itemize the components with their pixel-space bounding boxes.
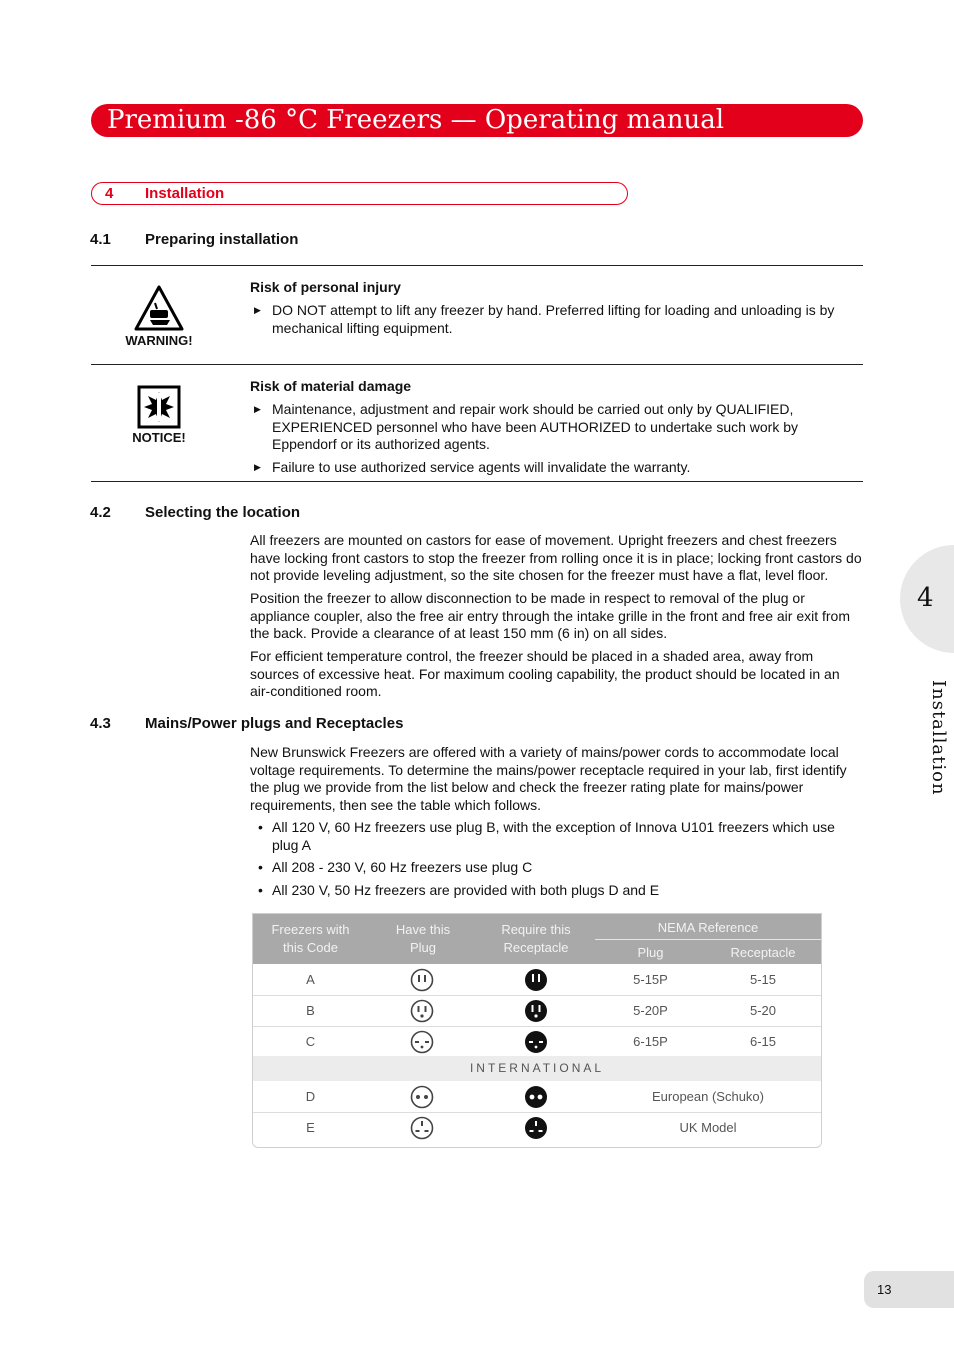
chapter-title: Installation: [145, 185, 225, 202]
chapter-number: 4: [105, 185, 114, 202]
section-title: Mains/Power plugs and Receptacles: [145, 715, 404, 732]
international-divider: INTERNATIONAL: [253, 1056, 821, 1081]
notice-item: ▶ Failure to use authorized service agents will invalidate the warranty.: [254, 459, 691, 475]
triangle-bullet-icon: ▶: [254, 462, 261, 472]
plug-c-icon: [410, 1030, 434, 1054]
divider: [91, 364, 863, 365]
warning-item: ▶ DO NOT attempt to lift any freezer by hand. Preferred lifting for loading and unloading is by mechanical lifting equipment.: [254, 302, 835, 336]
page-number: 13: [864, 1271, 954, 1308]
plug-e-icon: [410, 1116, 434, 1140]
receptacle-e-icon: [524, 1116, 548, 1140]
chapter-tab-label: Installation: [928, 680, 949, 796]
notice-item: ▶ Maintenance, adjustment and repair work should be carried out only by QUALIFIED, EXPERIENCED personnel who have been AUTHORIZED to undertake such work by Eppendorf or its authorized agents.: [254, 401, 799, 452]
chapter-tab-number: 4: [917, 583, 934, 613]
header-nema-receptacle: Receptacle: [730, 945, 796, 960]
section-number: 4.2: [90, 504, 111, 521]
paragraph: All freezers are mounted on castors for ease of movement. Upright freezers and chest freezers have locking front castors to stop the freezer from rolling once it is in place; locking front castors do not provide leveling adjustment, so the site chosen for the freezer must have a flat, level floor.: [250, 532, 862, 584]
header-nema-plug: Plug: [637, 945, 664, 960]
chapter-heading: [91, 182, 628, 205]
table-header: [253, 914, 821, 964]
table-row: A 5-15P 5-15: [253, 964, 821, 996]
notice-title: Risk of material damage: [250, 378, 412, 394]
warning-label: WARNING!: [125, 333, 193, 348]
list-item: • All 208 - 230 V, 60 Hz freezers use plug C: [258, 859, 533, 875]
paragraph: For efficient temperature control, the freezer should be placed in a shaded area, away from sources of excessive heat. For maximum cooling capability, the product should be located in an air-conditioned room.: [250, 648, 840, 700]
header-nema: NEMA Reference: [657, 920, 759, 935]
paragraph: New Brunswick Freezers are offered with a variety of mains/power cords to accommodate local voltage requirements. To determine the mains/power receptacle required in your lab, first identify the plug we provide from the list below and check the freezer rating plate for mains/power requirements, then see the table which follows.: [250, 744, 847, 813]
paragraph: Position the freezer to allow disconnection to be made in respect to removal of the plug or appliance coupler, also the free air entry through the intake grille in the front and free air exit from the back. Provide a clearance of at least 150 mm (6 in) on all sides.: [250, 590, 851, 642]
triangle-bullet-icon: ▶: [254, 305, 261, 315]
table-row: D European (Schuko): [253, 1081, 821, 1113]
plug-reference-table: [252, 913, 822, 1148]
table-row: E UK Model: [253, 1112, 821, 1143]
warning-triangle-icon: [133, 284, 185, 332]
divider: [91, 265, 863, 266]
receptacle-b-icon: [524, 999, 548, 1023]
notice-label: NOTICE!: [132, 430, 186, 445]
plug-a-icon: [410, 968, 434, 992]
receptacle-c-icon: [524, 1030, 548, 1054]
section-title: Selecting the location: [145, 504, 301, 521]
warning-title: Risk of personal injury: [250, 279, 401, 295]
notice-damage-icon: [137, 385, 181, 429]
triangle-bullet-icon: ▶: [254, 404, 261, 414]
section-number: 4.1: [90, 231, 111, 248]
divider: [91, 481, 863, 482]
header-plug: Have this Plug: [395, 922, 451, 955]
section-number: 4.3: [90, 715, 111, 732]
manual-title-banner: Premium -86 °C Freezers — Operating manual: [91, 104, 863, 137]
list-item: • All 230 V, 50 Hz freezers are provided with both plugs D and E: [258, 882, 660, 898]
plug-d-icon: [410, 1085, 434, 1109]
section-title: Preparing installation: [145, 231, 299, 248]
header-receptacle: Require this Receptacle: [501, 922, 571, 955]
header-code: Freezers with this Code: [271, 922, 350, 955]
list-item: • All 120 V, 60 Hz freezers use plug B, with the exception of Innova U101 freezers which use plug A: [258, 819, 835, 853]
table-row: B 5-20P 5-20: [253, 995, 821, 1027]
receptacle-a-icon: [524, 968, 548, 992]
plug-b-icon: [410, 999, 434, 1023]
receptacle-d-icon: [524, 1085, 548, 1109]
table-row: C 6-15P 6-15: [253, 1026, 821, 1058]
